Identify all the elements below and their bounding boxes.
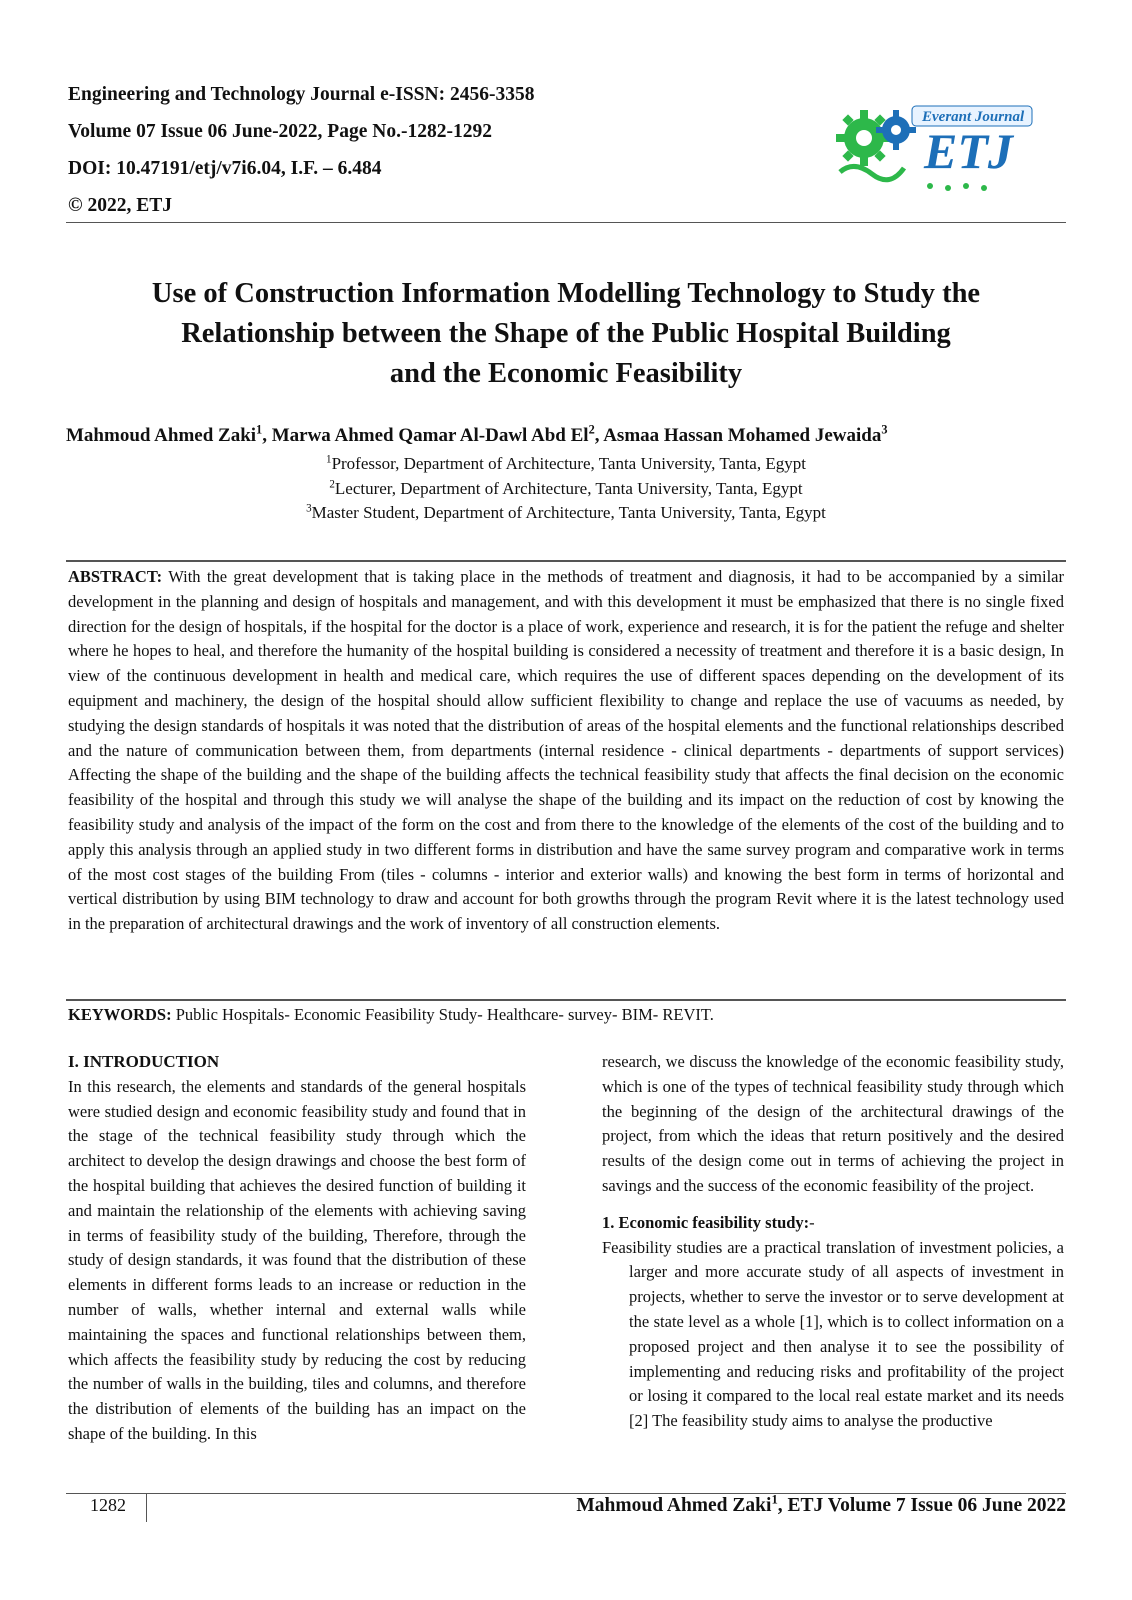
- affiliation-3-sup: 3: [306, 502, 312, 515]
- abstract-top-rule: [66, 560, 1066, 562]
- affiliation-2-text: Lecturer, Department of Architecture, Tanta University, Tanta, Egypt: [334, 478, 803, 498]
- footer-journal-info: , ETJ Volume 7 Issue 06 June 2022: [777, 1495, 1066, 1516]
- author-2-sup: 2: [588, 422, 595, 437]
- title-line-3: and the Economic Feasibility: [389, 358, 743, 389]
- author-1: Mahmoud Ahmed Zaki: [66, 425, 257, 446]
- footer-author-sup: 1: [771, 1492, 778, 1507]
- right-column: [602, 1050, 1064, 1434]
- page-number: 1282: [90, 1495, 126, 1515]
- introduction-heading: I. INTRODUCTION: [68, 1052, 220, 1071]
- journal-issn-line: Engineering and Technology Journal e-ISSN: 2456-3358: [68, 84, 535, 105]
- affiliation-1-sup: 1: [326, 453, 332, 466]
- title-line-2: Relationship between the Shape of the Public Hospital Building: [181, 318, 951, 349]
- section-1-heading-text: 1. Economic feasibility study:: [602, 1212, 810, 1232]
- title-line-1: Use of Construction Information Modelling Technology to Study the: [151, 278, 981, 309]
- affiliation-2: [66, 477, 1066, 502]
- keywords-text: Public Hospitals- Economic Feasibility Study- Healthcare- survey- BIM- REVIT.: [175, 1005, 714, 1024]
- svg-text:Everant Journal: Everant Journal: [922, 109, 1025, 125]
- abstract-label: ABSTRACT:: [68, 567, 163, 586]
- keywords-label: KEYWORDS:: [68, 1005, 172, 1024]
- footer-author: Mahmoud Ahmed Zaki: [576, 1495, 772, 1516]
- affiliation-3-text: Master Student, Department of Architecture, Tanta University, Tanta, Egypt: [311, 503, 826, 522]
- etj-logo: [826, 94, 1041, 200]
- author-3: , Asmaa Hassan Mohamed Jewaida: [594, 425, 882, 446]
- affiliation-1-text: Professor, Department of Architecture, Tanta University, Tanta, Egypt: [331, 454, 806, 473]
- journal-header: [68, 76, 628, 224]
- abstract-bottom-rule: [66, 999, 1066, 1001]
- section-1-text: Feasibility studies are a practical translation of investment policies, a larger and more accurate study of all aspects of investment in projects, whether to serve the investor or to serve development at the state level as a whole [1], which is to collect information on a proposed project and then analyse it to see the possibility of implementing and reducing risks and profitability of the project or losing it compared to the local real estate market and its needs [2] The feasibility study aims to analyse the productive: [602, 1237, 1064, 1431]
- left-column: [68, 1050, 526, 1447]
- etj-logo-icon: [826, 94, 1041, 200]
- footer-citation: [576, 1492, 1066, 1517]
- header-divider: [66, 222, 1066, 223]
- footer-divider: [66, 1493, 1066, 1494]
- svg-text:ETJ: ETJ: [924, 123, 1013, 179]
- author-list: [66, 422, 1066, 447]
- affiliation-1: [66, 452, 1066, 477]
- author-2: , Marwa Ahmed Qamar Al-Dawl Abd El: [262, 425, 589, 446]
- paper-title: [66, 274, 1066, 394]
- introduction-continued-text: research, we discuss the knowledge of the economic feasibility study, which is one of the types of technical feasibility study through which the beginning of the design of the architectural drawings of the project, from which the ideas that return positively and the desired results of the design come out in terms of achieving the project in savings and the success of the economic feasibility of the project.: [602, 1052, 1064, 1195]
- introduction-text: In this research, the elements and standards of the general hospitals were studied design and economic feasibility study and found that in the stage of the technical feasibility study through which the architect to develop the design drawings and choose the best form of the hospital building that achieves the desired function of building it and maintain the relationship of the elements with achieving saving in terms of feasibility study of the building, Therefore, through the study of design standards, it was found that the distribution of these elements in different forms leads to an increase or reduction in the number of walls, whether internal and external walls while maintaining the spaces and functional relationships between them, which affects the feasibility study by reducing the cost by reducing the number of walls in the building, tiles and columns, and therefore the distribution of elements of the building has an impact on the shape of the building. In this: [68, 1076, 526, 1443]
- author-1-sup: 1: [256, 422, 263, 437]
- affiliations: [66, 452, 1066, 526]
- journal-doi-line: DOI: 10.47191/etj/v7i6.04, I.F. – 6.484: [68, 158, 382, 179]
- journal-copyright-line: © 2022, ETJ: [68, 195, 172, 216]
- author-3-sup: 3: [881, 422, 888, 437]
- abstract: [68, 565, 1064, 937]
- footer-separator: [146, 1494, 147, 1522]
- affiliation-2-sup: 2: [329, 477, 335, 490]
- section-1-heading-suffix: -: [809, 1212, 815, 1232]
- abstract-text: With the great development that is taking place in the methods of treatment and diagnosis, it had to be accompanied by a similar development in the planning and design of hospitals and management, and with this development it must be emphasized that there is no single fixed direction for the design of hospitals, if the hospital for the doctor is a place of work, experience and research, it is for the patient the refuge and shelter where he hopes to heal, and therefore the humanity of the hospital building is considered a necessity of treatment and therefore it is a basic design, In view of the continuous development in health and medical care, which requires the use of different spaces depending on the development of its equipment and machinery, the design of the hospital should allow sufficient flexibility to change and replace the use of vacuums as needed, by studying the design standards of hospitals it was noted that the distribution of areas of the hospital elements and the functional relationships described and the nature of communication between them, from departments (internal residence - clinical departments - departments of support services) Affecting the shape of the building and the shape of the building affects the technical feasibility study that affects the final decision on the economic feasibility of the hospital and through this study we will analyse the shape of the building and its impact on the reduction of cost by knowing the feasibility study and analysis of the impact of the form on the cost and from there to the knowledge of the elements of the cost of the building and to apply this analysis through an applied study in two different forms in distribution and have the same survey program and comparative work in terms of the most cost stages of the building From (tiles - columns - interior and exterior walls) and knowing the best form in terms of horizontal and vertical distribution by using BIM technology to draw and account for both growths through the program Revit where it is the latest technology used in the preparation of architectural drawings and the work of inventory of all construction elements.: [68, 567, 1065, 934]
- journal-volume-line: Volume 07 Issue 06 June-2022, Page No.-1282-1292: [68, 121, 492, 142]
- keywords: [68, 1003, 1064, 1027]
- section-1-heading: [602, 1211, 1064, 1236]
- affiliation-3: [66, 501, 1066, 526]
